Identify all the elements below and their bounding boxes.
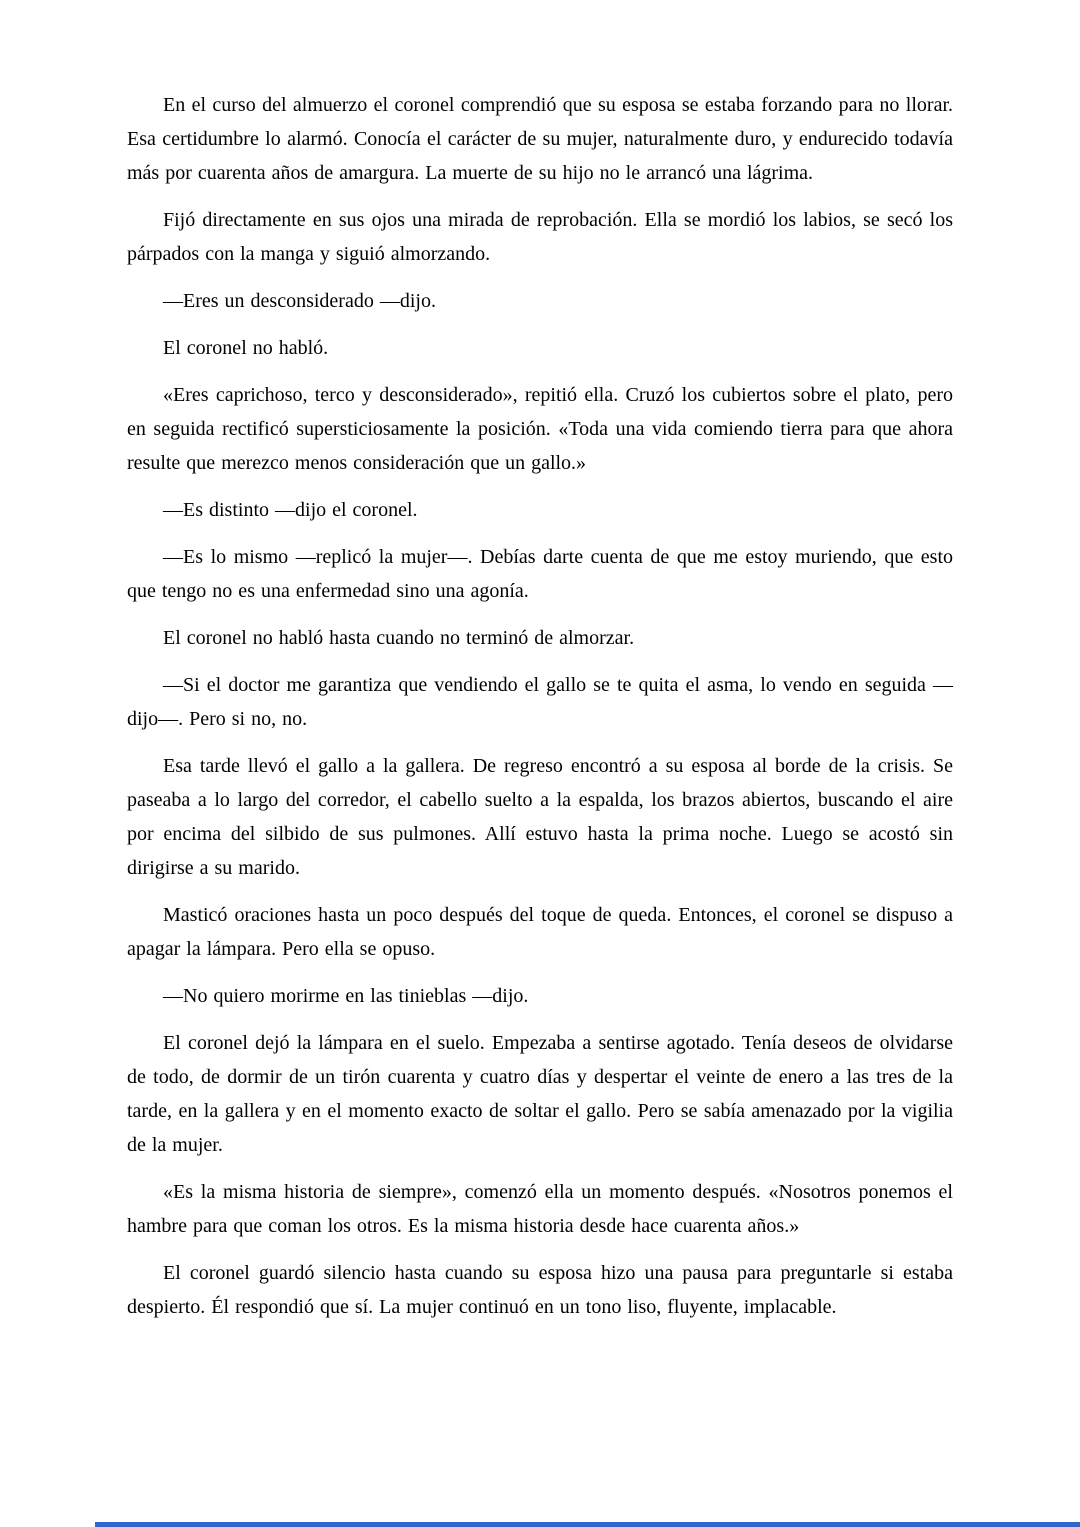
paragraph: «Es la misma historia de siempre», comenzó ella un momento después. «Nosotros ponemos el hambre para que coman los otros. Es la misma historia desde hace cuarenta años.»	[127, 1181, 953, 1237]
paragraph: El coronel guardó silencio hasta cuando su esposa hizo una pausa para preguntarle si estaba despierto. Él respondió que sí. La mujer continuó en un tono liso, fluyente, implacable.	[127, 1262, 953, 1318]
paragraph: Esa tarde llevó el gallo a la gallera. De regreso encontró a su esposa al borde de la crisis. Se paseaba a lo largo del corredor, el cabello suelto a la espalda, los brazos abiertos, buscando el aire por encima del silbido de sus pulmones. Allí estuvo hasta la prima noche. Luego se acostó sin dirigirse a su marido.	[127, 755, 953, 879]
paragraph: —Eres un desconsiderado —dijo.	[163, 290, 436, 312]
paragraph: El coronel no habló hasta cuando no terminó de almorzar.	[163, 627, 635, 649]
paragraph: —Es lo mismo —replicó la mujer—. Debías darte cuenta de que me estoy muriendo, que esto que tengo no es una enfermedad sino una agonía.	[127, 546, 953, 602]
paragraph: —Es distinto —dijo el coronel.	[163, 499, 418, 521]
paragraph: El coronel dejó la lámpara en el suelo. Empezaba a sentirse agotado. Tenía deseos de olvidarse de todo, de dormir de un tirón cuarenta y cuatro días y despertar el veinte de enero a las tres de la tarde, en la gallera y en el momento exacto de soltar el gallo. Pero se sabía amenazado por la vigilia de la mujer.	[127, 1032, 953, 1156]
paragraph: El coronel no habló.	[163, 337, 329, 359]
paragraph: —No quiero morirme en las tinieblas —dijo.	[163, 985, 529, 1007]
paragraph: Fijó directamente en sus ojos una mirada de reprobación. Ella se mordió los labios, se secó los párpados con la manga y siguió almorzando.	[127, 209, 953, 265]
paragraph: —Si el doctor me garantiza que vendiendo el gallo se te quita el asma, lo vendo en seguida —dijo—. Pero si no, no.	[127, 674, 953, 730]
paragraph: En el curso del almuerzo el coronel comprendió que su esposa se estaba forzando para no llorar. Esa certidumbre lo alarmó. Conocía el carácter de su mujer, naturalmente duro, y endurecido todavía más por cuarenta años de amargura. La muerte de su hijo no le arrancó una lágrima.	[127, 94, 953, 184]
paragraph: «Eres caprichoso, terco y desconsiderado», repitió ella. Cruzó los cubiertos sobre el plato, pero en seguida rectificó supersticiosamente la posición. «Toda una vida comiendo tierra para que ahora resulte que merezco menos consideración que un gallo.»	[127, 384, 953, 474]
page-content	[127, 88, 953, 1337]
paragraph: Masticó oraciones hasta un poco después del toque de queda. Entonces, el coronel se dispuso a apagar la lámpara. Pero ella se opuso.	[127, 904, 953, 960]
bottom-accent-bar	[95, 1522, 1080, 1527]
